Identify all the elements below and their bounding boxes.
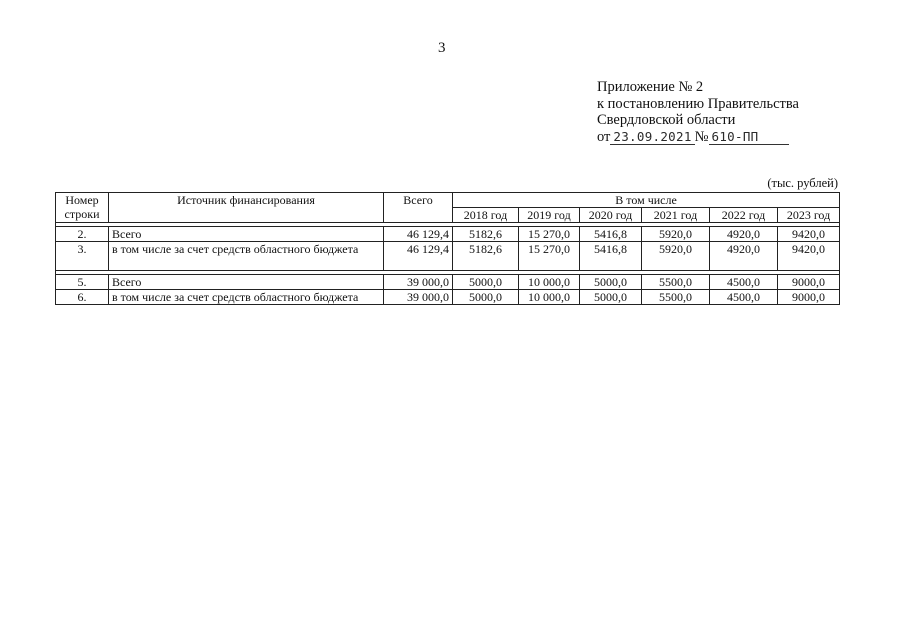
row-number-cell: 6. <box>56 290 109 305</box>
appendix-date-line <box>597 129 799 146</box>
resolution-date: 23.09.2021 <box>610 130 694 145</box>
header-year: 2018 год <box>453 208 519 223</box>
header-including: В том числе <box>453 193 840 208</box>
header-year: 2019 год <box>519 208 580 223</box>
year-value-cell: 5500,0 <box>642 275 710 290</box>
year-value-cell: 5000,0 <box>453 290 519 305</box>
year-value-cell: 9420,0 <box>778 242 840 271</box>
row-number-cell: 2. <box>56 227 109 242</box>
source-cell: Всего <box>109 275 384 290</box>
year-value-cell: 5000,0 <box>580 275 642 290</box>
row-number-cell: 3. <box>56 242 109 271</box>
date-prefix: от <box>597 128 611 145</box>
year-value-cell: 15 270,0 <box>519 227 580 242</box>
year-value-cell: 10 000,0 <box>519 290 580 305</box>
appendix-region-line: Свердловской области <box>597 112 736 128</box>
year-value-cell: 5182,6 <box>453 242 519 271</box>
year-value-cell: 4920,0 <box>710 227 778 242</box>
total-cell: 46 129,4 <box>384 227 453 242</box>
year-value-cell: 5500,0 <box>642 290 710 305</box>
source-cell: в том числе за счет средств областного бюджета <box>109 242 384 271</box>
table-row <box>56 227 840 242</box>
table-row <box>56 242 840 271</box>
row-number-cell: 5. <box>56 275 109 290</box>
year-value-cell: 5920,0 <box>642 242 710 271</box>
header-year: 2021 год <box>642 208 710 223</box>
year-value-cell: 5416,8 <box>580 242 642 271</box>
header-year: 2023 год <box>778 208 840 223</box>
year-value-cell: 5000,0 <box>580 290 642 305</box>
year-value-cell: 5182,6 <box>453 227 519 242</box>
resolution-number: 610-ПП <box>709 130 789 145</box>
table-row <box>56 290 840 305</box>
year-value-cell: 4500,0 <box>710 290 778 305</box>
financing-table <box>55 192 840 305</box>
header-year: 2020 год <box>580 208 642 223</box>
header-row-number: Номер строки <box>56 193 109 223</box>
number-prefix: № <box>694 128 709 145</box>
appendix-resolution-line: к постановлению Правительства <box>597 95 799 112</box>
year-value-cell: 10 000,0 <box>519 275 580 290</box>
total-cell: 39 000,0 <box>384 275 453 290</box>
units-label: (тыс. рублей) <box>767 176 838 190</box>
table-row <box>56 275 840 290</box>
year-value-cell: 4920,0 <box>710 242 778 271</box>
source-cell: в том числе за счет средств областного бюджета <box>109 290 384 305</box>
page-number: 3 <box>438 40 446 56</box>
year-value-cell: 4500,0 <box>710 275 778 290</box>
header-year: 2022 год <box>710 208 778 223</box>
appendix-header <box>597 79 799 145</box>
year-value-cell: 5000,0 <box>453 275 519 290</box>
year-value-cell: 15 270,0 <box>519 242 580 271</box>
header-source: Источник финансирования <box>109 193 384 223</box>
source-cell: Всего <box>109 227 384 242</box>
year-value-cell: 9000,0 <box>778 275 840 290</box>
year-value-cell: 9420,0 <box>778 227 840 242</box>
header-total: Всего <box>384 193 453 223</box>
appendix-title: Приложение № 2 <box>597 79 704 95</box>
year-value-cell: 5416,8 <box>580 227 642 242</box>
year-value-cell: 5920,0 <box>642 227 710 242</box>
year-value-cell: 9000,0 <box>778 290 840 305</box>
total-cell: 39 000,0 <box>384 290 453 305</box>
total-cell: 46 129,4 <box>384 242 453 271</box>
